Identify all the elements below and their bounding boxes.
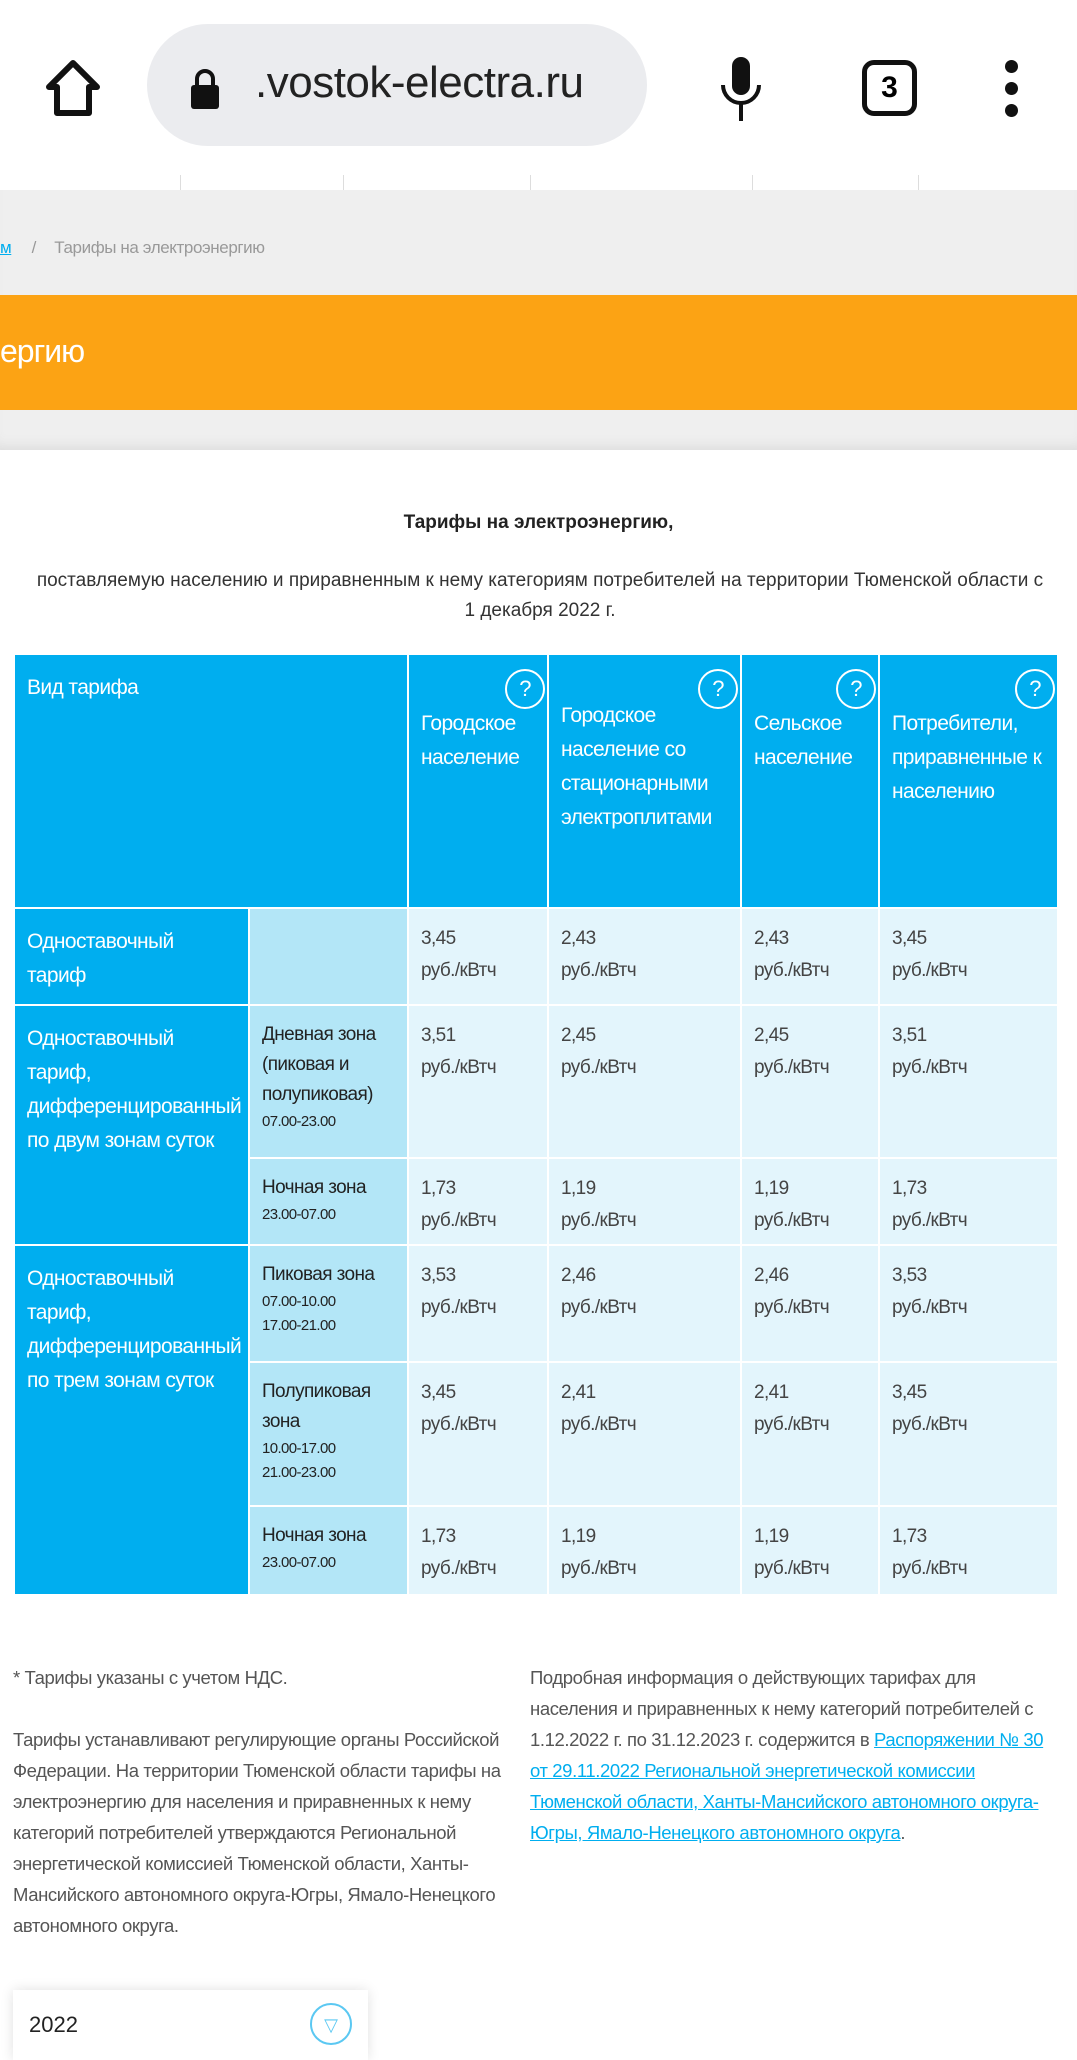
header-label: Сельское население: [754, 712, 853, 769]
tariff-value: 1,19: [754, 1526, 789, 1547]
tariff-unit: руб./кВтч: [561, 960, 637, 981]
info-suffix: .: [900, 1822, 906, 1843]
breadcrumb-current: Тарифы на электроэнергию: [54, 238, 265, 257]
tariff-unit: руб./кВтч: [754, 1414, 830, 1435]
tariff-value: 3,45: [892, 928, 927, 949]
zone-cell: [249, 1158, 408, 1245]
tariff-value-cell: [548, 1158, 741, 1245]
tariff-value: 3,51: [421, 1025, 456, 1046]
tariff-value: 1,19: [561, 1178, 596, 1199]
tariff-value: 2,41: [561, 1382, 596, 1403]
tariff-unit: руб./кВтч: [754, 1210, 830, 1231]
table-row: [14, 1005, 1058, 1158]
tariff-value: 1,73: [892, 1178, 927, 1199]
tariff-unit: руб./кВтч: [421, 1414, 497, 1435]
zone-cell: [249, 1362, 408, 1506]
address-bar[interactable]: [147, 24, 647, 146]
header-label: Потребители, приравненные к населению: [892, 712, 1042, 803]
info-text: Подробная информация о действующих тарифах для населения и приравненных к нему категорий потребителей с 1.12.2022 г. по 31.12.2023 г. содержится в: [530, 1667, 1034, 1750]
tariff-value-cell: [408, 1245, 548, 1362]
tariff-value: 3,45: [421, 928, 456, 949]
tariff-group-label: Одноставочный тариф, дифференцированный по двум зонам суток: [14, 1005, 249, 1245]
more-menu-icon[interactable]: [1000, 58, 1024, 118]
tariff-value-cell: [741, 1245, 879, 1362]
tariff-value: 2,43: [561, 928, 596, 949]
nav-divider: [530, 175, 531, 190]
tariff-unit: руб./кВтч: [892, 1414, 968, 1435]
order-link[interactable]: Распоряжении № 30 от 29.11.2022 Региональной энергетической комиссии Тюменской области, Ханты-Мансийского автономного округа-Югры, Ямало-Ненецкого автономного округа: [530, 1729, 1044, 1843]
tariff-value: 2,45: [754, 1025, 789, 1046]
tariff-title: Тарифы на электроэнергию,: [403, 512, 674, 533]
zone-time: 23.00-07.00: [262, 1554, 336, 1571]
notes-right: [530, 1662, 1060, 1848]
title-banner: [0, 295, 1077, 410]
tab-switcher-button[interactable]: 3: [862, 60, 917, 116]
chevron-down-icon[interactable]: ▽: [310, 2003, 352, 2045]
tariff-value-cell: [741, 1362, 879, 1506]
tariff-value-cell: [741, 1158, 879, 1245]
microphone-icon[interactable]: [718, 55, 764, 123]
tariff-value: 1,19: [754, 1178, 789, 1199]
tariff-unit: руб./кВтч: [561, 1210, 637, 1231]
tariff-value: 3,53: [421, 1265, 456, 1286]
tariff-unit: руб./кВтч: [561, 1558, 637, 1579]
tariff-value-cell: [879, 908, 1058, 1005]
zone-cell: [249, 1506, 408, 1595]
year-select[interactable]: [13, 1990, 368, 2060]
tariff-unit: руб./кВтч: [892, 1558, 968, 1579]
zone-cell: [249, 1245, 408, 1362]
tariff-value: 1,73: [892, 1526, 927, 1547]
zone-cell: [249, 1005, 408, 1158]
tariff-unit: руб./кВтч: [421, 1558, 497, 1579]
tariff-value-cell: [408, 1005, 548, 1158]
tariff-group-label: Одноставочный тариф: [14, 908, 249, 1005]
tariff-unit: руб./кВтч: [561, 1057, 637, 1078]
home-icon[interactable]: [44, 58, 102, 118]
tariff-value: 2,45: [561, 1025, 596, 1046]
tariff-value-cell: [408, 1158, 548, 1245]
zone-label: Ночная зона: [262, 1177, 366, 1198]
tariff-unit: руб./кВтч: [892, 960, 968, 981]
url-text[interactable]: .vostok-electra.ru: [255, 58, 584, 107]
tariff-unit: руб./кВтч: [421, 1057, 497, 1078]
tariff-value-cell: [879, 1158, 1058, 1245]
zone-time: 23.00-07.00: [262, 1206, 336, 1223]
tariff-value-cell: [548, 908, 741, 1005]
tariff-value: 3,53: [892, 1265, 927, 1286]
tariff-value-cell: [408, 1506, 548, 1595]
tariff-unit: руб./кВтч: [421, 960, 497, 981]
tariff-group-label: Одноставочный тариф, дифференцированный по трем зонам суток: [14, 1245, 249, 1595]
tariff-unit: руб./кВтч: [561, 1414, 637, 1435]
header-label: Городское население: [421, 712, 520, 769]
nav-divider: [918, 175, 919, 190]
header-column: [408, 654, 548, 908]
header-column: [741, 654, 879, 908]
breadcrumb-link-prev[interactable]: м: [0, 238, 12, 257]
tariff-unit: руб./кВтч: [754, 1558, 830, 1579]
tariff-value-cell: [741, 908, 879, 1005]
vat-note: * Тарифы указаны с учетом НДС.: [13, 1667, 288, 1688]
table-row: [14, 908, 1058, 1005]
help-icon[interactable]: ?: [505, 669, 545, 709]
tariff-value-cell: [879, 1506, 1058, 1595]
header-column: [548, 654, 741, 908]
nav-divider: [180, 175, 181, 190]
tariff-value-cell: [408, 908, 548, 1005]
tariff-subtitle: поставляемую населению и приравненным к нему категориям потребителей на территории Тюменской области с 1 декабря 2022 г.: [36, 570, 1044, 621]
table-header-row: [14, 654, 1058, 908]
help-icon[interactable]: ?: [1015, 669, 1055, 709]
tariff-value: 2,41: [754, 1382, 789, 1403]
zone-label: Пиковая зона: [262, 1264, 375, 1285]
tariff-value-cell: [548, 1362, 741, 1506]
tariff-unit: руб./кВтч: [754, 960, 830, 981]
tariff-value-cell: [548, 1245, 741, 1362]
tariff-unit: руб./кВтч: [421, 1210, 497, 1231]
zone-time: 10.00-17.00 21.00-23.00: [262, 1440, 336, 1481]
regulators-note: Тарифы устанавливают регулирующие органы Российской Федерации. На территории Тюменской области тарифы на электроэнергию для населения и приравненных к нему категорий потребителей утверждаются Региональной энергетической комиссией Тюменской области, Ханты-Мансийского автономного округа-Югры, Ямало-Ненецкого автономного округа.: [13, 1729, 501, 1936]
page-title: ергию: [0, 333, 85, 369]
tariff-unit: руб./кВтч: [421, 1297, 497, 1318]
tariff-unit: руб./кВтч: [892, 1210, 968, 1231]
tariff-value-cell: [741, 1005, 879, 1158]
tariff-value-cell: [408, 1362, 548, 1506]
nav-divider: [343, 175, 344, 190]
tariff-value: 2,46: [561, 1265, 596, 1286]
zone-label: Ночная зона: [262, 1525, 366, 1546]
tariff-unit: руб./кВтч: [892, 1297, 968, 1318]
tariff-value: 1,73: [421, 1526, 456, 1547]
tariff-value-cell: [548, 1005, 741, 1158]
zone-time: 07.00-10.00 17.00-21.00: [262, 1293, 336, 1334]
notes-left: [13, 1662, 513, 1941]
browser-toolbar: [0, 0, 1077, 175]
zone-time: 07.00-23.00: [262, 1113, 336, 1130]
tariff-unit: руб./кВтч: [561, 1297, 637, 1318]
tariff-value-cell: [548, 1506, 741, 1595]
help-icon[interactable]: ?: [698, 669, 738, 709]
breadcrumb: [0, 238, 265, 258]
zone-label: Полупиковая зона: [262, 1381, 371, 1432]
breadcrumb-separator: /: [31, 238, 36, 257]
tariff-value: 1,19: [561, 1526, 596, 1547]
lock-icon: [189, 68, 221, 110]
tariff-value: 2,43: [754, 928, 789, 949]
tariff-value-cell: [741, 1506, 879, 1595]
header-tariff-type: Вид тарифа: [14, 654, 408, 908]
tariff-value: 2,46: [754, 1265, 789, 1286]
tariff-unit: руб./кВтч: [754, 1057, 830, 1078]
tariff-value: 3,45: [892, 1382, 927, 1403]
tariff-unit: руб./кВтч: [754, 1297, 830, 1318]
help-icon[interactable]: ?: [836, 669, 876, 709]
tariff-value-cell: [879, 1362, 1058, 1506]
zone-cell: [249, 908, 408, 1005]
header-label: Городское население со стационарными электроплитами: [561, 704, 712, 829]
tariff-unit: руб./кВтч: [892, 1057, 968, 1078]
tariff-value: 1,73: [421, 1178, 456, 1199]
nav-divider: [752, 175, 753, 190]
table-row: [14, 1245, 1058, 1362]
tariff-table: [13, 653, 1059, 1596]
tariff-value-cell: [879, 1005, 1058, 1158]
tariff-value: 3,51: [892, 1025, 927, 1046]
tariff-value: 3,45: [421, 1382, 456, 1403]
tariff-value-cell: [879, 1245, 1058, 1362]
zone-label: Дневная зона (пиковая и полупиковая): [262, 1024, 376, 1105]
year-value: 2022: [29, 2012, 78, 2037]
header-column: [879, 654, 1058, 908]
